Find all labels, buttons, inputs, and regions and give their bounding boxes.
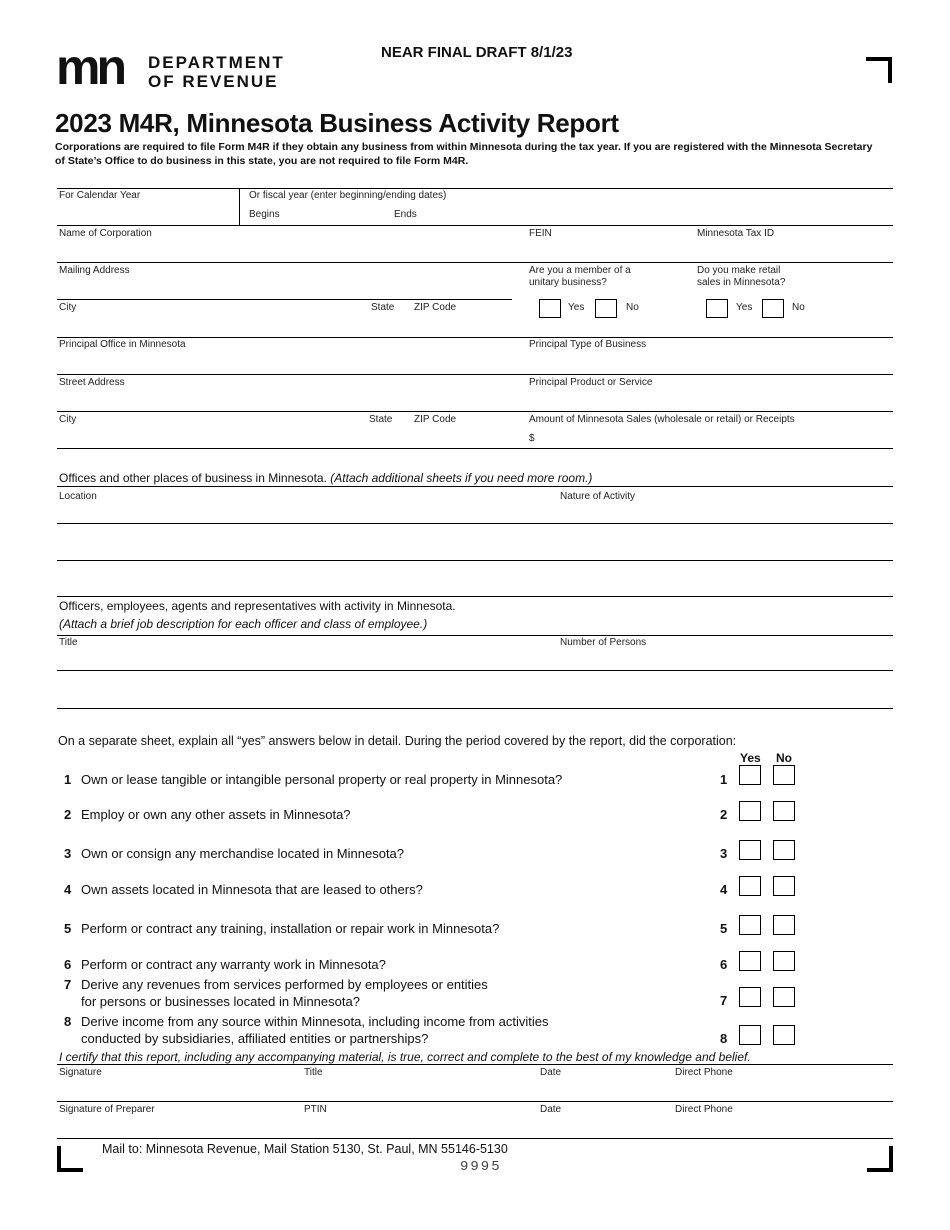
q7-no-checkbox[interactable] xyxy=(773,987,795,1007)
offices-heading xyxy=(59,471,592,485)
question-text-continued: conducted by subsidiaries, affiliated entities or partnerships? xyxy=(81,1031,429,1046)
corporation-name-label: Name of Corporation xyxy=(59,228,152,239)
principal-product-label: Principal Product or Service xyxy=(529,377,653,388)
logo-line-1: DEPARTMENT xyxy=(148,53,285,72)
q6-no-checkbox[interactable] xyxy=(773,951,795,971)
officer-row-line xyxy=(57,708,893,709)
unitary-no-checkbox[interactable] xyxy=(595,299,617,318)
officers-heading-italic: (Attach a brief job description for each officer and class of employee.) xyxy=(59,617,428,631)
question-number: 2 xyxy=(64,807,72,822)
q8-yes-checkbox[interactable] xyxy=(739,1025,761,1045)
mailing-address-label: Mailing Address xyxy=(59,265,130,276)
question-text: Own or lease tangible or intangible personal property or real property in Minnesota? xyxy=(81,772,563,787)
rule xyxy=(57,188,893,189)
question-number: 7 xyxy=(64,977,72,992)
location-label: Location xyxy=(59,491,97,502)
registration-mark-bottom-left xyxy=(57,1146,83,1172)
rule xyxy=(239,188,240,225)
rule xyxy=(57,486,893,487)
retail-yes-label: Yes xyxy=(736,302,753,313)
question-number: 6 xyxy=(64,957,72,972)
question-line-number: 3 xyxy=(720,846,728,861)
preparer-signature-label: Signature of Preparer xyxy=(59,1104,155,1115)
retail-no-checkbox[interactable] xyxy=(762,299,784,318)
office-row-line xyxy=(57,523,893,524)
q6-yes-checkbox[interactable] xyxy=(739,951,761,971)
q5-yes-checkbox[interactable] xyxy=(739,915,761,935)
question-number: 3 xyxy=(64,846,72,861)
office-row-line xyxy=(57,596,893,597)
page-title: 2023 M4R, Minnesota Business Activity Report xyxy=(55,108,619,138)
ptin-label: PTIN xyxy=(304,1104,327,1115)
office-row-line xyxy=(57,560,893,561)
question-text: Perform or contract any warranty work in Minnesota? xyxy=(81,957,386,972)
question-text: Derive income from any source within Minnesota, including income from activities xyxy=(81,1014,549,1029)
unitary-question-line2: unitary business? xyxy=(529,277,607,288)
q2-no-checkbox[interactable] xyxy=(773,801,795,821)
number-persons-label: Number of Persons xyxy=(560,637,647,648)
question-line-number: 2 xyxy=(720,807,728,822)
fiscal-year-label: Or fiscal year (enter beginning/ending dates) xyxy=(249,190,447,201)
question-line-number: 7 xyxy=(720,993,728,1008)
offices-heading-italic: (Attach additional sheets if you need more room.) xyxy=(330,471,593,485)
rule xyxy=(57,262,893,263)
unitary-question-line1: Are you a member of a xyxy=(529,265,631,276)
mn-tax-id-label: Minnesota Tax ID xyxy=(697,228,775,239)
principal-type-label: Principal Type of Business xyxy=(529,339,647,350)
q1-no-checkbox[interactable] xyxy=(773,765,795,785)
principal-office-label: Principal Office in Minnesota xyxy=(59,339,186,350)
rule xyxy=(57,374,893,375)
retail-question-line2: sales in Minnesota? xyxy=(697,277,786,288)
question-number: 5 xyxy=(64,921,72,936)
mail-to-address: Mail to: Minnesota Revenue, Mail Station 5130, St. Paul, MN 55146-5130 xyxy=(102,1142,508,1156)
offices-heading-text: Offices and other places of business in Minnesota. xyxy=(59,471,327,485)
question-line-number: 1 xyxy=(720,772,728,787)
city-label-2: City xyxy=(59,414,77,425)
unitary-yes-checkbox[interactable] xyxy=(539,299,561,318)
begins-label: Begins xyxy=(249,209,280,220)
q5-no-checkbox[interactable] xyxy=(773,915,795,935)
q3-yes-checkbox[interactable] xyxy=(739,840,761,860)
rule xyxy=(57,1138,893,1139)
rule xyxy=(57,225,893,226)
city-label: City xyxy=(59,302,77,313)
dollar-sign: $ xyxy=(529,433,535,444)
rule xyxy=(57,299,512,300)
q2-yes-checkbox[interactable] xyxy=(739,801,761,821)
street-address-label: Street Address xyxy=(59,377,125,388)
no-column-header: No xyxy=(776,751,792,765)
q4-yes-checkbox[interactable] xyxy=(739,876,761,896)
question-text: Perform or contract any training, installation or repair work in Minnesota? xyxy=(81,921,500,936)
unitary-no-label: No xyxy=(626,302,639,313)
amount-sales-label: Amount of Minnesota Sales (wholesale or retail) or Receipts xyxy=(529,414,795,425)
fein-label: FEIN xyxy=(529,228,552,239)
question-text: Own assets located in Minnesota that are leased to others? xyxy=(81,882,423,897)
rule xyxy=(57,1064,893,1065)
officer-row-line xyxy=(57,670,893,671)
question-line-number: 8 xyxy=(720,1031,728,1046)
q8-no-checkbox[interactable] xyxy=(773,1025,795,1045)
state-label: State xyxy=(371,302,395,313)
draft-label: NEAR FINAL DRAFT 8/1/23 xyxy=(381,44,573,61)
date-label-2: Date xyxy=(540,1104,562,1115)
question-line-number: 4 xyxy=(720,882,728,897)
certify-statement: I certify that this report, including any accompanying material, is true, correct and complete to the best of my knowledge and belief. xyxy=(59,1050,751,1064)
yes-column-header: Yes xyxy=(740,751,761,765)
direct-phone-label-2: Direct Phone xyxy=(675,1104,733,1115)
calendar-year-label: For Calendar Year xyxy=(59,190,141,201)
q1-yes-checkbox[interactable] xyxy=(739,765,761,785)
question-text: Derive any revenues from services performed by employees or entities xyxy=(81,977,488,992)
unitary-yes-label: Yes xyxy=(568,302,585,313)
form-code: 9995 xyxy=(460,1159,502,1175)
q3-no-checkbox[interactable] xyxy=(773,840,795,860)
question-text: Own or consign any merchandise located in Minnesota? xyxy=(81,846,405,861)
intro-text: Corporations are required to file Form M4R if they obtain any business from within Minnesota during the tax year. If you are registered with the Minnesota Secretary of State’s Office to do business in this state, you are not required to file Form M4R. xyxy=(55,141,873,167)
dor-logo xyxy=(56,39,296,95)
logo-mark: mn xyxy=(56,39,123,95)
q4-no-checkbox[interactable] xyxy=(773,876,795,896)
date-label: Date xyxy=(540,1067,562,1078)
question-line-number: 5 xyxy=(720,921,728,936)
title-label: Title xyxy=(304,1067,323,1078)
registration-mark-bottom-right xyxy=(867,1146,893,1172)
direct-phone-label: Direct Phone xyxy=(675,1067,733,1078)
ends-label: Ends xyxy=(394,209,417,220)
rule xyxy=(57,635,893,636)
question-number: 1 xyxy=(64,772,72,787)
rule xyxy=(57,411,893,412)
question-number: 4 xyxy=(64,882,72,897)
registration-mark-top-right xyxy=(866,57,892,83)
q7-yes-checkbox[interactable] xyxy=(739,987,761,1007)
question-line-number: 6 xyxy=(720,957,728,972)
retail-yes-checkbox[interactable] xyxy=(706,299,728,318)
officers-heading: Officers, employees, agents and representatives with activity in Minnesota. xyxy=(59,599,456,613)
officer-title-label: Title xyxy=(59,637,78,648)
zip-label-2: ZIP Code xyxy=(414,414,457,425)
signature-label: Signature xyxy=(59,1067,102,1078)
state-label-2: State xyxy=(369,414,393,425)
rule xyxy=(57,1101,893,1102)
questions-intro: On a separate sheet, explain all “yes” answers below in detail. During the period covered by the report, did the corporation: xyxy=(58,734,737,748)
question-number: 8 xyxy=(64,1014,72,1029)
rule xyxy=(57,337,893,338)
rule xyxy=(57,448,893,449)
zip-label: ZIP Code xyxy=(414,302,457,313)
question-text: Employ or own any other assets in Minnesota? xyxy=(81,807,351,822)
retail-question-line1: Do you make retail xyxy=(697,265,781,276)
retail-no-label: No xyxy=(792,302,805,313)
logo-line-2: OF REVENUE xyxy=(148,72,279,91)
nature-activity-label: Nature of Activity xyxy=(560,491,636,502)
question-text-continued: for persons or businesses located in Minnesota? xyxy=(81,994,360,1009)
